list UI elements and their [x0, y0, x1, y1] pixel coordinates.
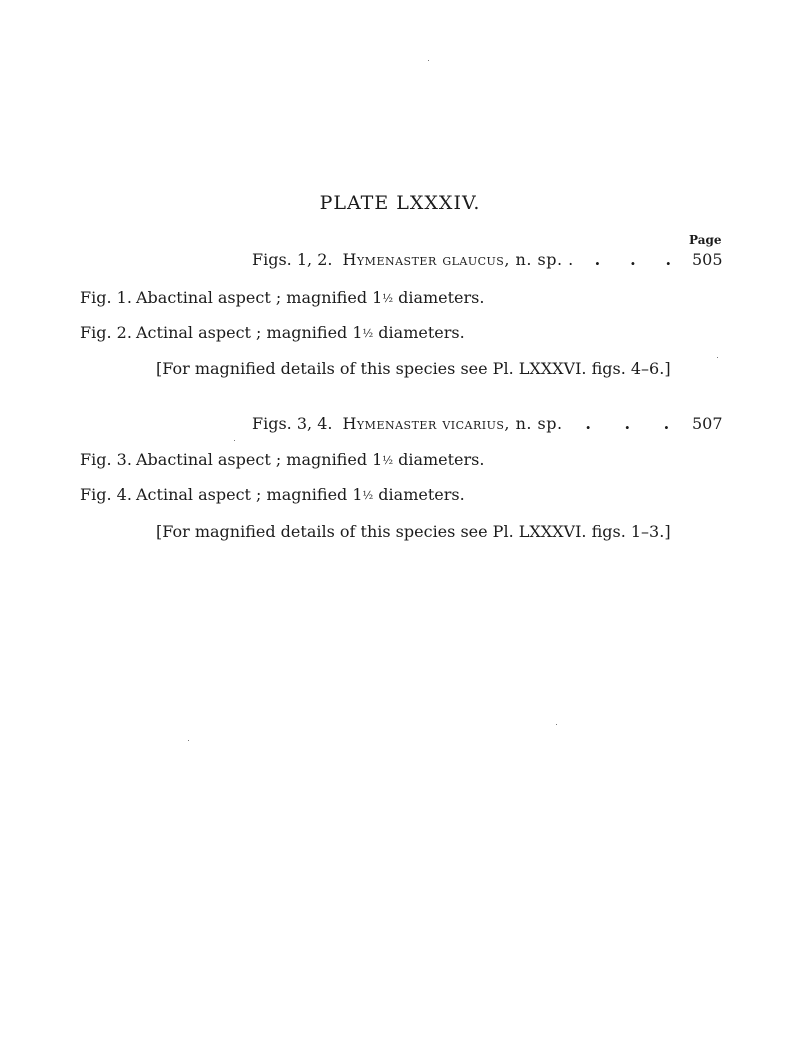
figure-label: Fig. 4. — [80, 485, 132, 504]
details-note: [For magnified details of this species see Pl. LXXXVI. figs. 4–6.] — [156, 359, 671, 378]
species-designation: , n. sp. — [504, 414, 563, 433]
scan-speck — [188, 740, 189, 741]
figure-text: Abactinal aspect ; magnified 1 — [136, 288, 383, 307]
fraction: ½ — [382, 454, 393, 467]
figure-tail: diameters. — [373, 323, 465, 342]
figure-tail: diameters. — [373, 485, 465, 504]
species-name: Hymenaster glaucus — [342, 250, 505, 269]
page-number: 507 — [692, 414, 723, 433]
figure-caption — [80, 288, 484, 307]
section-heading-2 — [252, 414, 722, 433]
figure-label: Fig. 2. — [80, 323, 132, 342]
details-note: [For magnified details of this species see Pl. LXXXVI. figs. 1–3.] — [156, 522, 671, 541]
page-column-header: Page — [689, 233, 722, 247]
plate-title: PLATE LXXXIV. — [319, 192, 481, 214]
figure-text: Actinal aspect ; magnified 1 — [136, 485, 363, 504]
figure-text: Abactinal aspect ; magnified 1 — [136, 450, 383, 469]
scan-speck — [234, 440, 235, 441]
scan-speck — [556, 724, 557, 725]
figure-caption — [80, 485, 465, 504]
figure-tail: diameters. — [393, 288, 485, 307]
dot-leader: . . . — [594, 250, 672, 269]
fraction: ½ — [362, 489, 374, 502]
species-entry — [342, 250, 573, 269]
species-entry — [342, 414, 562, 433]
scan-speck — [717, 357, 718, 358]
species-name: Hymenaster vicarius — [342, 414, 505, 433]
figure-label: Fig. 1. — [80, 288, 132, 307]
fraction: ½ — [362, 327, 374, 340]
fraction: ½ — [382, 292, 393, 305]
species-designation: , n. sp. . — [504, 250, 574, 269]
figure-label: Fig. 3. — [80, 450, 132, 469]
figure-caption — [80, 323, 465, 342]
figure-tail: diameters. — [393, 450, 485, 469]
page-number: 505 — [692, 250, 723, 269]
figure-caption — [80, 450, 484, 469]
section-heading-1 — [252, 250, 722, 269]
figs-label: Figs. 3, 4. — [252, 414, 333, 433]
figs-label: Figs. 1, 2. — [252, 250, 333, 269]
figure-text: Actinal aspect ; magnified 1 — [136, 323, 363, 342]
scan-speck — [428, 60, 429, 61]
dot-leader: . . . — [585, 414, 670, 433]
